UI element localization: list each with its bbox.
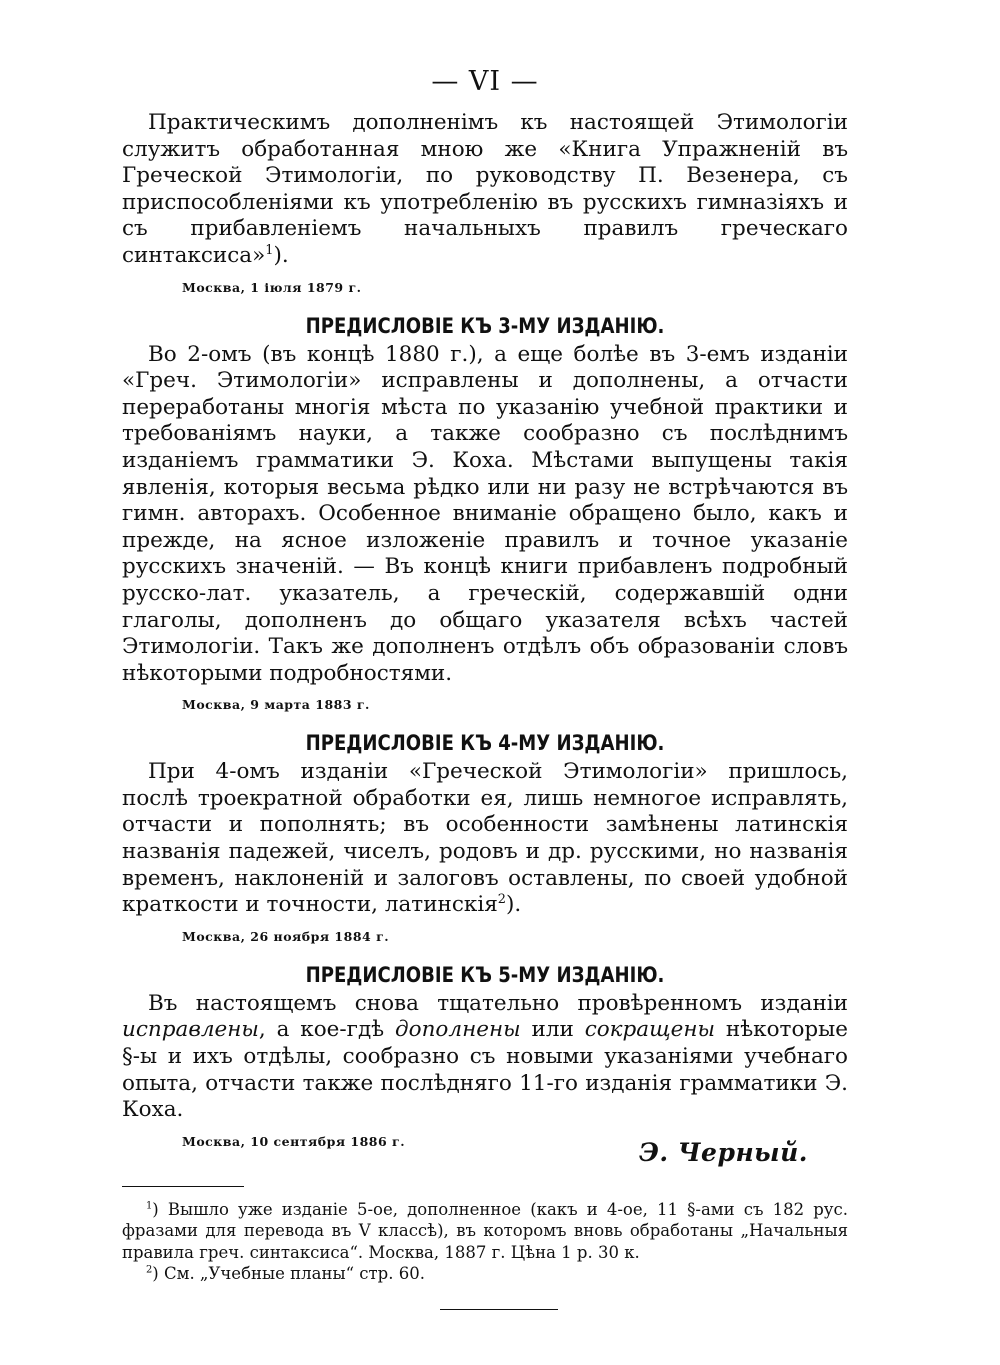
footnote-1-text: ) Вышло уже изданіе 5-ое, дополненное (какъ и 4-ое, 11 §-ами съ 182 рус. фразами для перевода въ V классѣ), въ которомъ вновь обработаны „Начальныя правила греч. синтаксиса“. Москва, 1887 г. Цѣна 1 р. 30 к. <box>122 1199 848 1262</box>
footnote-ref-2: 2 <box>497 892 506 908</box>
intro-date: Москва, 1 іюля 1879 г. <box>182 279 362 295</box>
fifth-edition-text-4: нѣкоторые §-ы и ихъ отдѣлы, сообразно съ новыми указаніями учебнаго опыта, отчасти также послѣдняго 11-го изданія грамматики Э. Коха. <box>122 1017 848 1123</box>
date-signature-row <box>122 1133 848 1167</box>
fourth-edition-date: Москва, 26 ноября 1884 г. <box>182 928 390 944</box>
italic-supplemented: дополнены <box>395 1017 521 1043</box>
fifth-edition-text-1: Въ настоящемъ снова тщательно провѣренномъ изданіи <box>148 990 848 1016</box>
heading-fifth-edition: ПРЕДИСЛОВІЕ КЪ 5-МУ ИЗДАНІЮ. <box>305 962 665 987</box>
end-divider <box>440 1309 558 1310</box>
fourth-edition-text: При 4-омъ изданіи «Греческой Этимологіи» пришлось, послѣ троекратной обработки ея, лишь немногое исправлять, отчасти и пополнять; въ особенности замѣнены латинскія названія падежей, чиселъ, родовъ и др. русскими, но названія временъ, наклоненій и залоговъ оставлены, по своей удобной краткости и точности, латинскія <box>122 759 848 918</box>
fourth-edition-paragraph <box>122 759 848 919</box>
fifth-edition-date: Москва, 10 сентября 1886 г. <box>182 1133 406 1149</box>
fourth-edition-text-end: ). <box>505 892 522 918</box>
footnote-divider <box>122 1186 244 1187</box>
footnote-2 <box>122 1263 848 1285</box>
heading-third-edition: ПРЕДИСЛОВІЕ КЪ 3-МУ ИЗДАНІЮ. <box>305 313 665 338</box>
footnote-ref-1: 1 <box>265 242 274 258</box>
third-edition-text: Во 2-омъ (въ концѣ 1880 г.), а еще болѣе въ 3-емъ изданіи «Греч. Этимологіи» исправлены и дополнены, а отчасти переработаны многія мѣста по указанію учебной практики и требованіямъ науки, а также сообразно съ послѣднимъ изданіемъ грамматики Э. Коха. Мѣстами выпущены такія явленія, которыя весьма рѣдко или ни разу не встрѣчаются въ гимн. авторахъ. Особенное вниманіе обращено было, какъ и прежде, на ясное изложеніе правилъ и точное указаніе русскихъ значеній. — Въ концѣ книги прибавленъ подробный русско-лат. указатель, а греческій, содержавшій одни глаголы, дополненъ до общаго указателя всѣхъ частей Этимологіи. Такъ же дополненъ отдѣлъ объ образованіи словъ нѣкоторыми подробностями. <box>122 341 848 686</box>
page-number: — VI — <box>431 66 539 97</box>
footnote-marker-1: 1 <box>146 1200 153 1212</box>
fifth-edition-text-3: или <box>520 1017 585 1043</box>
heading-fourth-edition: ПРЕДИСЛОВІЕ КЪ 4-МУ ИЗДАНІЮ. <box>305 731 665 756</box>
footnote-marker-2: 2 <box>146 1264 153 1276</box>
footnote-2-text: ) См. „Учебные планы“ стр. 60. <box>152 1264 425 1284</box>
italic-corrected: исправлены <box>122 1017 259 1043</box>
third-edition-date: Москва, 9 марта 1883 г. <box>182 697 370 713</box>
intro-text: Практическимъ дополненімъ къ настоящей Этимологіи служитъ обработанная мною же «Книга Упражненій въ Греческой Этимологіи, по руководству П. Везенера, съ приспособленіями къ употребленію въ русскихъ гимназіяхъ и съ прибавленіемъ начальныхъ правилъ греческаго синтаксиса» <box>122 110 848 268</box>
italic-shortened: сокращены <box>584 1017 716 1043</box>
third-edition-paragraph <box>122 342 848 688</box>
author-signature: Э. Черный. <box>638 1137 808 1167</box>
fifth-edition-text-2: , а кое-гдѣ <box>258 1017 396 1043</box>
footnote-1 <box>122 1199 848 1264</box>
intro-text-end: ). <box>273 242 289 268</box>
intro-paragraph <box>122 110 848 270</box>
fifth-edition-paragraph <box>122 991 848 1124</box>
